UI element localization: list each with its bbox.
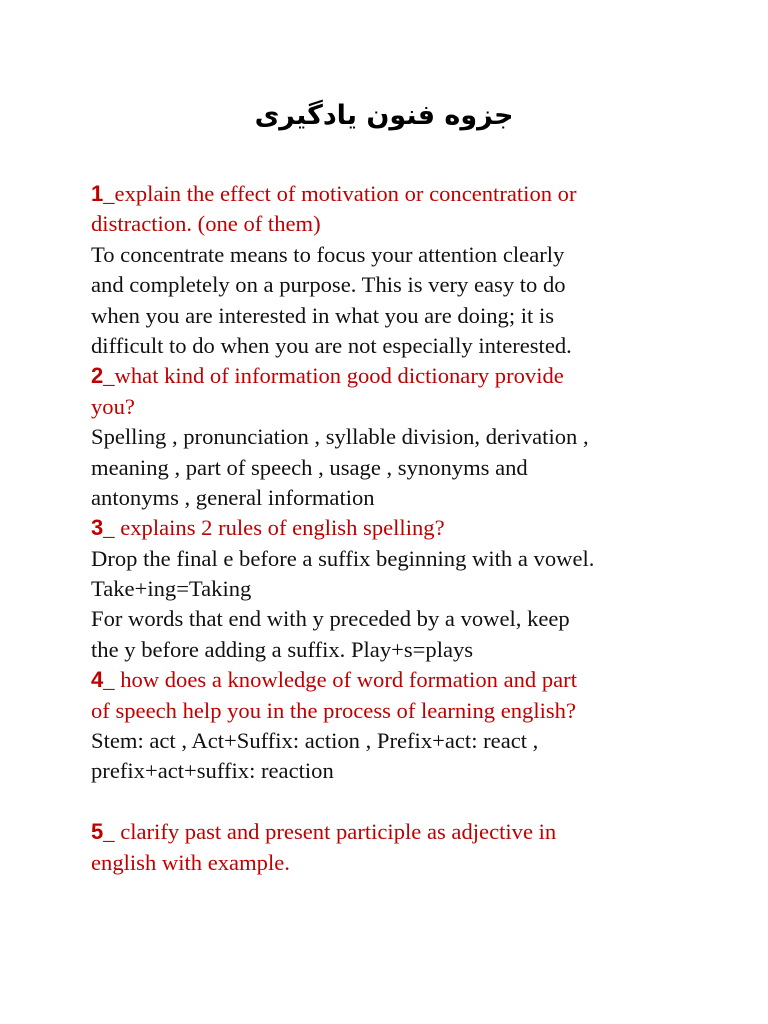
section-5 — [91, 817, 691, 878]
question-number: 1 — [91, 181, 104, 206]
answer-text: the y before adding a suffix. Play+s=plays — [91, 636, 474, 662]
question-text: _ explains 2 rules of english spelling? — [103, 515, 445, 541]
question-line — [91, 513, 691, 543]
answer-text: Drop the final e before a suffix beginning with a vowel. — [91, 545, 595, 571]
question-text: english with example. — [91, 849, 290, 875]
question-number: 5 — [91, 819, 104, 845]
answer-text: and completely on a purpose. This is very easy to do — [91, 272, 566, 298]
question-text: of speech help you in the process of learning english? — [91, 697, 576, 723]
answer-text: when you are interested in what you are doing; it is — [91, 302, 555, 328]
answer-text: difficult to do when you are not especially interested. — [91, 332, 572, 358]
answer-text: Spelling , pronunciation , syllable division, derivation , — [91, 424, 589, 450]
question-number: 3 — [91, 515, 104, 541]
page-title: جزوه فنون یادگیری — [254, 100, 514, 131]
question-number: 2 — [91, 363, 104, 389]
answer-text: For words that end with y preceded by a vowel, keep — [91, 606, 570, 632]
answer-text: Take+ing=Taking — [91, 576, 252, 602]
document-body — [91, 179, 691, 878]
section-3 — [91, 513, 691, 665]
question-text: _what kind of information good dictionary provide — [103, 363, 564, 389]
answer-text: meaning , part of speech , usage , synonyms and — [91, 454, 528, 480]
question-line — [91, 179, 691, 209]
question-number: 4 — [91, 667, 104, 693]
question-line — [91, 817, 691, 847]
question-text: _ how does a knowledge of word formation and part — [103, 667, 577, 693]
question-text: _ clarify past and present participle as adjective in — [103, 819, 557, 845]
answer-text: prefix+act+suffix: reaction — [91, 758, 334, 784]
answer-text: To concentrate means to focus your attention clearly — [91, 241, 565, 267]
question-line — [91, 665, 691, 695]
question-text: distraction. (one of them) — [91, 211, 321, 237]
section-2 — [91, 361, 691, 513]
section-1 — [91, 179, 691, 361]
question-text: you? — [91, 393, 135, 419]
question-line — [91, 361, 691, 391]
blank-line — [91, 787, 691, 817]
section-4 — [91, 665, 691, 787]
answer-text: Stem: act , Act+Suffix: action , Prefix+act: react , — [91, 728, 539, 754]
question-text: _explain the effect of motivation or concentration or — [103, 181, 577, 206]
answer-text: antonyms , general information — [91, 484, 375, 510]
